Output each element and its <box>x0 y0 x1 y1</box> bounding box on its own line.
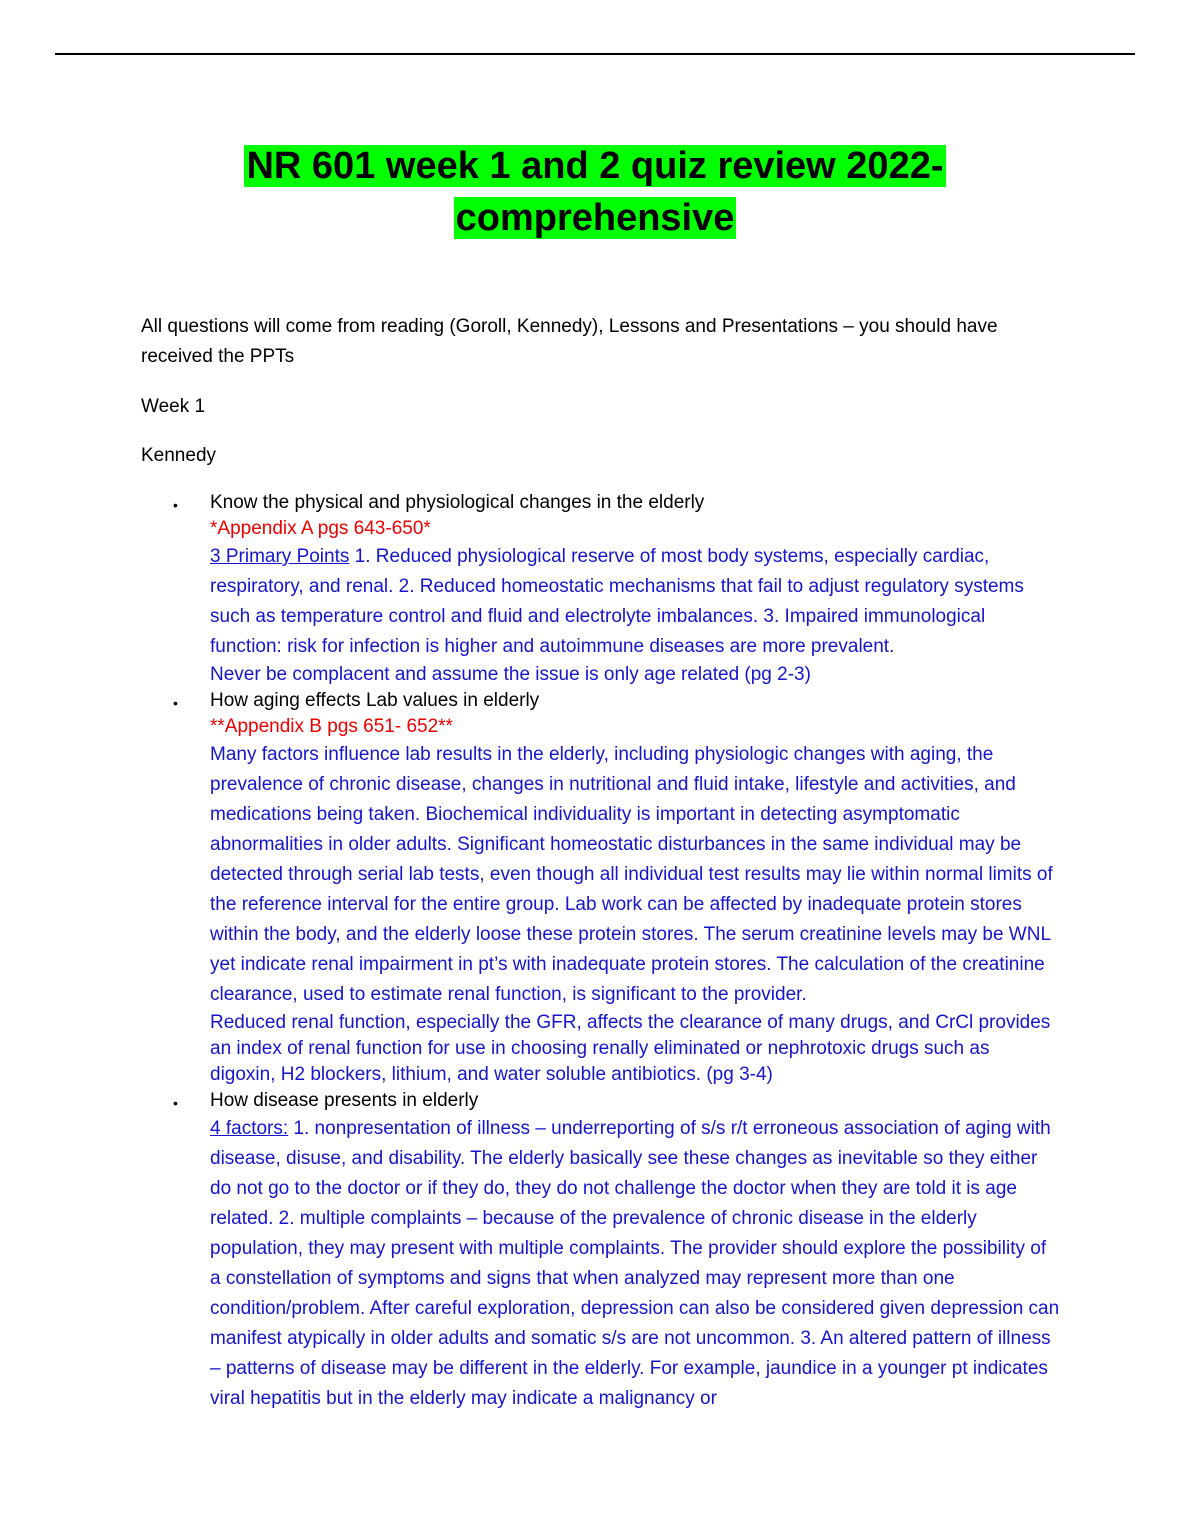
bullet-icon: • <box>173 695 178 711</box>
bullet-icon: • <box>173 497 178 513</box>
bullet-icon: • <box>173 1095 178 1111</box>
reference-note: *Appendix A pgs 643-650* <box>210 518 431 539</box>
underlined-label: 4 factors: <box>210 1118 289 1139</box>
list-item <box>173 688 1060 1088</box>
bullet-note: Never be complacent and assume the issue is only age related (pg 2-3) <box>210 664 811 685</box>
bullet-heading: How aging effects Lab values in elderly <box>210 690 540 711</box>
body-text: 1. nonpresentation of illness – underreporting of s/s r/t erroneous association of aging with disease, disuse, and disability. The elderly basically see these changes as inevitable so they either do not go to the doctor or if they do, they do not challenge the doctor when they are told it is age related. 2. multiple complaints – because of the prevalence of chronic disease in the elderly population, they may present with multiple complaints. The provider should explore the possibility of a constellation of symptoms and signs that when analyzed may represent more than one condition/problem. After careful exploration, depression can also be considered given depression can manifest atypically in older adults and somatic s/s are not uncommon. 3. An altered pattern of illness – patterns of disease may be different in the elderly. For example, jaundice in a younger pt indicates viral hepatitis but in the elderly may indicate a malignancy or <box>210 1118 1060 1409</box>
bullet-list <box>173 490 1060 1414</box>
bullet-heading: How disease presents in elderly <box>210 1090 479 1111</box>
bullet-body: Many factors influence lab results in the elderly, including physiologic changes with aging, the prevalence of chronic disease, changes in nutritional and fluid intake, lifestyle and activities, and medications being taken. Biochemical individuality is important in detecting asymptomatic abnormalities in older adults. Significant homeostatic disturbances in the same individual may be detected through serial lab tests, even though all individual test results may lie within normal limits of the reference interval for the entire group. Lab work can be affected by inadequate protein stores within the body, and the elderly loose these protein stores. The serum creatinine levels may be WNL yet indicate renal impairment in pt’s with inadequate protein stores. The calculation of the creatinine clearance, used to estimate renal function, is significant to the provider. <box>210 744 1053 1005</box>
title-line-1: NR 601 week 1 and 2 quiz review 2022- <box>246 145 944 187</box>
underlined-label: 3 Primary Points <box>210 546 350 567</box>
bullet-heading: Know the physical and physiological changes in the elderly <box>210 492 705 513</box>
week-label: Week 1 <box>141 396 206 417</box>
intro-paragraph: All questions will come from reading (Goroll, Kennedy), Lessons and Presentations – you should have received the PPTs <box>141 316 998 367</box>
list-item <box>173 1088 1060 1414</box>
bullet-body <box>210 1114 1060 1414</box>
document-title <box>0 140 1190 244</box>
title-line-2: comprehensive <box>455 197 735 239</box>
top-horizontal-rule <box>55 53 1135 55</box>
reference-note: **Appendix B pgs 651- 652** <box>210 716 453 737</box>
list-item <box>173 490 1060 688</box>
bullet-body <box>210 542 1060 662</box>
body-text: 1. Reduced physiological reserve of most body systems, especially cardiac, respiratory, and renal. 2. Reduced homeostatic mechanisms that fail to adjust regulatory systems such as temperature control and fluid and electrolyte imbalances. 3. Impaired immunological function: risk for infection is higher and autoimmune diseases are more prevalent. <box>210 546 1024 657</box>
bullet-note: Reduced renal function, especially the GFR, affects the clearance of many drugs, and CrCl provides an index of renal function for use in choosing renally eliminated or nephrotoxic drugs such as digoxin, H2 blockers, lithium, and water soluble antibiotics. (pg 3-4) <box>210 1012 1051 1085</box>
section-label: Kennedy <box>141 445 217 466</box>
